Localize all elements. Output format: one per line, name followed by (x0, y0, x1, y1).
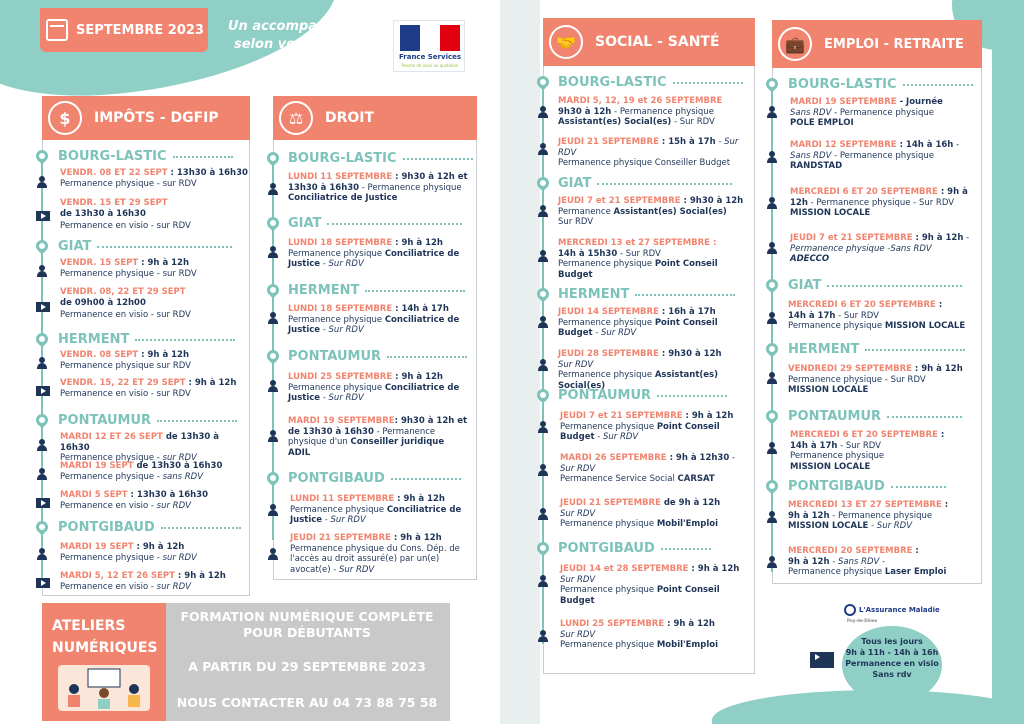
decor-wave (512, 0, 540, 724)
person-icon (766, 106, 778, 118)
slogan-line: Un accompagnement (228, 19, 383, 34)
ateliers-line: FORMATION NUMÉRIQUE COMPLÈTE (180, 609, 434, 624)
ateliers-line: POUR DÉBUTANTS (243, 625, 371, 640)
emploi-header (772, 20, 982, 68)
ateliers-date: A PARTIR DU 29 SEPTEMBRE 2023 (188, 659, 426, 674)
person-icon (766, 197, 778, 209)
video-icon (36, 386, 50, 396)
person-icon (267, 246, 279, 258)
flag-icon (400, 25, 460, 51)
schedule-entry: JEUDI 14 et 28 SEPTEMBRE : 9h à 12h Sur RDV Permanence physique Point Conseil Budget (560, 564, 740, 606)
schedule-entry: JEUDI 21 SEPTEMBRE de 9h à 12h Sur RDV Permanence physique Mobil'Emploi (560, 498, 721, 529)
schedule-entry: LUNDI 18 SEPTEMBRE : 9h à 12h Permanence physique Conciliatrice de Justice - Sur RDV (288, 238, 460, 269)
town-label: GIAT (288, 216, 462, 231)
schedule-entry: VENDR. 15 SEPT : 9h à 12h Permanence physique - sur RDV (60, 258, 197, 279)
schedule-entry: VENDR. 08, 22 ET 29 SEPT de 09h00 à 12h00 Permanence en visio - sur RDV (60, 287, 191, 320)
person-icon (537, 508, 549, 520)
logo-name: France Services (398, 53, 462, 61)
video-icon (36, 302, 50, 312)
person-icon (36, 548, 48, 560)
impots-title: IMPÔTS - DGFIP (94, 110, 219, 126)
person-icon (537, 421, 549, 433)
ateliers-contact: NOUS CONTACTER AU 04 73 88 75 58 (176, 695, 438, 710)
person-icon (537, 575, 549, 587)
schedule-entry: VENDR. 15, 22 ET 29 SEPT : 9h à 12h Permanence en visio - sur RDV (60, 378, 237, 399)
video-icon (36, 498, 50, 508)
handshake-icon: 🤝 (549, 25, 583, 59)
schedule-entry: MERCREDI 20 SEPTEMBRE : 9h à 12h - Sans RDV - Permanence physique Laser Emploi (788, 546, 947, 577)
schedule-entry: JEUDI 21 SEPTEMBRE : 15h à 17h - Sur RDV Permanence physique Conseiller Budget (558, 137, 739, 168)
person-icon (267, 312, 279, 324)
social-title: SOCIAL - SANTÉ (595, 34, 720, 50)
person-icon (36, 176, 48, 188)
town-label: PONTGIBAUD (288, 471, 461, 486)
person-icon (36, 468, 48, 480)
droit-header (273, 96, 477, 140)
classroom-illustration (58, 665, 150, 711)
gavel-icon: ⚖ (279, 101, 313, 135)
town-label: PONTGIBAUD (788, 479, 946, 494)
money-hand-icon: $ (48, 101, 82, 135)
schedule-entry: JEUDI 14 SEPTEMBRE : 16h à 17h Permanence physique Point Conseil Budget - Sur RDV (558, 307, 718, 338)
person-icon (36, 439, 48, 451)
person-icon (267, 430, 279, 442)
schedule-entry: LUNDI 25 SEPTEMBRE : 9h à 12h Sur RDV Permanence physique Mobil'Emploi (560, 619, 719, 650)
town-label: PONTAUMUR (288, 349, 467, 364)
person-icon (766, 556, 778, 568)
slogan-line: selon vos besoins ! (234, 37, 375, 52)
person-icon (36, 265, 48, 277)
schedule-entry: VENDREDI 29 SEPTEMBRE : 9h à 12h Permanence physique - Sur RDV MISSION LOCALE (788, 364, 963, 395)
video-icon (810, 652, 834, 668)
person-icon (267, 183, 279, 195)
schedule-entry: VENDR. 15 ET 29 SEPT de 13h30 à 16h30 Permanence en visio - sur RDV (60, 198, 191, 231)
schedule-entry: VENDR. 08 SEPT : 9h à 12h Permanence physique sur RDV (60, 350, 191, 371)
schedule-entry: MARDI 12 SEPTEMBRE : 14h à 16h - Sans RDV - Permanence physique RANDSTAD (790, 140, 960, 171)
france-services-logo (393, 20, 465, 72)
schedule-entry: LUNDI 18 SEPTEMBRE : 14h à 17h Permanence physique Conciliatrice de Justice - Sur RDV (288, 304, 460, 335)
schedule-entry: MERCREDI 6 ET 20 SEPTEMBRE : 9h à 12h - Permanence physique - Sur RDV MISSION LOCALE (790, 187, 968, 218)
town-label: HERMENT (58, 332, 235, 347)
person-icon (537, 464, 549, 476)
calendar-icon (46, 19, 68, 41)
person-icon (766, 442, 778, 454)
town-label: PONTAUMUR (788, 409, 962, 424)
schedule-entry: MARDI 19 SEPTEMBRE - Journée Sans RDV - Permanence physique POLE EMPLOI (790, 97, 943, 128)
schedule-entry: MERCREDI 6 ET 20 SEPTEMBRE : 14h à 17h - Sur RDV Permanence physique MISSION LOCALE (788, 300, 966, 331)
social-header (543, 18, 755, 66)
schedule-entry: LUNDI 25 SEPTEMBRE : 9h à 12h Permanence physique Conciliatrice de Justice - Sur RDV (288, 372, 460, 403)
ateliers-tag (42, 603, 166, 721)
town-label: HERMENT (788, 342, 965, 357)
decor-wave (992, 0, 1024, 724)
town-label: BOURG-LASTIC (58, 149, 233, 164)
schedule-entry: MARDI 5, 12, 19 et 26 SEPTEMBRE 9h30 à 12h - Permanence physique Assistant(es) Social(es) - Sur RDV (558, 96, 723, 127)
video-icon (36, 578, 50, 588)
slogan (228, 18, 382, 54)
schedule-entry: JEUDI 21 SEPTEMBRE : 9h à 12h Permanence physique du Cons. Dép. de l'accès au droit assuré(e) par un(e) avocat(e) - Sur RDV (290, 533, 460, 575)
ateliers-title: ATELIERS NUMÉRIQUES (52, 618, 158, 656)
decor-wave (500, 0, 512, 724)
schedule-entry: MERCREDI 13 et 27 SEPTEMBRE : 14h à 15h30 - Sur RDV Permanence physique Point Conseil Budget (558, 238, 718, 280)
town-label: PONTAUMUR (58, 413, 237, 428)
impots-header (42, 96, 250, 140)
person-icon (537, 359, 549, 371)
person-icon (766, 242, 778, 254)
town-label: GIAT (58, 239, 232, 254)
schedule-entry: JEUDI 28 SEPTEMBRE : 9h30 à 12h Sur RDV Permanence physique Assistant(es) Social(es) (558, 349, 722, 391)
town-label: HERMENT (558, 287, 735, 302)
person-icon (537, 630, 549, 642)
schedule-entry: MARDI 5, 12 ET 26 SEPT : 9h à 12h Permanence en visio - sur RDV (60, 571, 226, 592)
person-icon (267, 504, 279, 516)
person-icon (537, 250, 549, 262)
schedule-entry: MERCREDI 13 ET 27 SEPTEMBRE : 9h à 12h - Permanence physique MISSION LOCALE - Sur RDV (788, 500, 949, 531)
droit-title: DROIT (325, 110, 375, 126)
schedule-entry: MERCREDI 6 ET 20 SEPTEMBRE : 14h à 17h - Sur RDV Permanence physique MISSION LOCALE (790, 430, 945, 472)
video-icon (36, 211, 50, 221)
month-label: SEPTEMBRE 2023 (76, 22, 204, 38)
town-label: BOURG-LASTIC (558, 75, 743, 90)
town-label: BOURG-LASTIC (288, 151, 473, 166)
briefcase-icon: 💼 (778, 27, 812, 61)
person-icon (537, 106, 549, 118)
town-label: PONTGIBAUD (558, 541, 711, 556)
schedule-entry: MARDI 19 SEPTEMBRE: 9h30 à 12h et de 13h30 à 16h30 - Permanence physique d'un Conseiller juridique ADIL (288, 416, 468, 458)
schedule-entry: LUNDI 11 SEPTEMBRE : 9h30 à 12h et 13h30 à 16h30 - Permanence physique Conciliatrice de Justice (288, 172, 468, 203)
assurance-logo-icon (844, 604, 856, 616)
month-banner (40, 8, 208, 52)
person-icon (766, 312, 778, 324)
town-label: PONTAUMUR (558, 388, 727, 403)
town-label: HERMENT (288, 283, 465, 298)
schedule-entry: LUNDI 11 SEPTEMBRE : 9h à 12h Permanence physique Conciliatrice de Justice - Sur RDV (290, 494, 462, 525)
person-icon (766, 372, 778, 384)
schedule-entry: JEUDI 7 et 21 SEPTEMBRE : 9h à 12h - Permanence physique -Sans RDV ADECCO (790, 233, 970, 264)
person-icon (267, 548, 279, 560)
town-label: GIAT (558, 176, 732, 191)
schedule-entry: MARDI 26 SEPTEMBRE : 9h à 12h30 - Sur RDV Permanence Service Social CARSAT (560, 453, 736, 484)
schedule-entry: MARDI 19 SEPT : 9h à 12h Permanence physique - sur RDV (60, 542, 197, 563)
person-icon (36, 357, 48, 369)
emploi-title: EMPLOI - RETRAITE (824, 36, 964, 52)
schedule-entry: VENDR. 08 ET 22 SEPT : 13h30 à 16h30 Permanence physique - sur RDV (60, 168, 248, 189)
schedule-entry: JEUDI 7 et 21 SEPTEMBRE : 9h à 12h Permanence physique Point Conseil Budget - Sur RDV (560, 411, 734, 442)
schedule-entry: MARDI 12 ET 26 SEPT de 13h30 à 16h30 Permanence physique - sur RDV (60, 432, 220, 463)
person-icon (537, 316, 549, 328)
person-icon (766, 511, 778, 523)
town-label: GIAT (788, 278, 962, 293)
person-icon (267, 380, 279, 392)
assurance-visio-info: Tous les jours 9h à 11h - 14h à 16h Permanence en visio Sans rdv (842, 626, 942, 704)
logo-tagline: Proche de vous au quotidien (401, 63, 459, 68)
person-icon (537, 143, 549, 155)
schedule-entry: MARDI 5 SEPT : 13h30 à 16h30 Permanence en visio - sur RDV (60, 490, 208, 511)
schedule-entry: MARDI 19 SEPT de 13h30 à 16h30 Permanence physique - sans RDV (60, 461, 223, 482)
assurance-maladie-logo: L'Assurance Maladie Puy-de-Dôme (844, 604, 954, 624)
ateliers-banner (42, 603, 450, 721)
person-icon (537, 205, 549, 217)
town-label: PONTGIBAUD (58, 520, 241, 535)
town-label: BOURG-LASTIC (788, 77, 973, 92)
schedule-entry: JEUDI 7 et 21 SEPTEMBRE : 9h30 à 12h Permanence Assistant(es) Social(es) Sur RDV (558, 196, 744, 227)
person-icon (766, 151, 778, 163)
